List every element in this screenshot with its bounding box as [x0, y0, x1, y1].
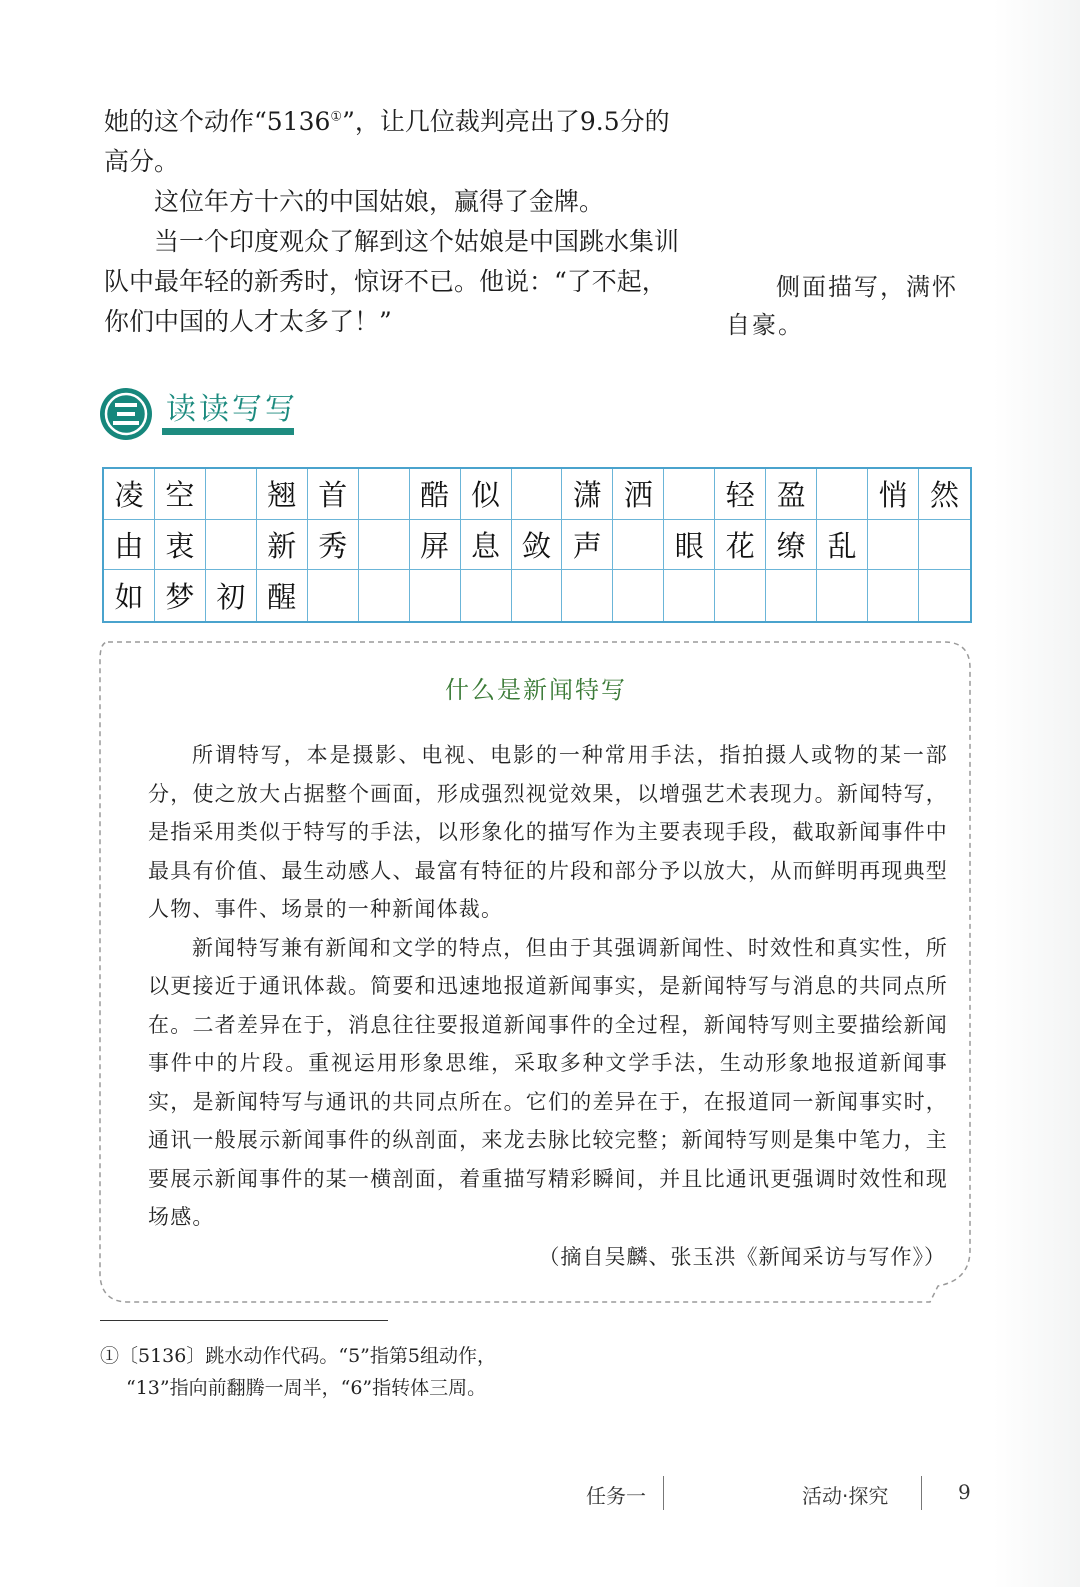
vocab-cell: 潇	[562, 469, 613, 520]
info-paragraph-1: 所谓特写，本是摄影、电视、电影的一种常用手法，指拍摄人或物的某一部分，使之放大占据整个画面，形成强烈视觉效果，以增强艺术表现力。新闻特写，是指采用类似于特写的手法，以形象化的描写作为主要表现手段，截取新闻事件中最具有价值、最生动感人、最富有特征的片段和部分予以放大，从而鲜明再现典型人物、事件、场景的一种新闻体裁。	[148, 743, 948, 921]
vocab-cell: 然	[919, 469, 970, 520]
vocab-cell	[817, 469, 868, 520]
vocab-cell	[715, 570, 766, 621]
info-box	[98, 640, 974, 1304]
footer-task: 任务一	[586, 1484, 646, 1508]
paragraph-1: 她的这个动作“5136①”，让几位裁判亮出了9.5分的高分。	[104, 107, 670, 176]
page-number: 9	[958, 1480, 971, 1504]
vocab-cell	[206, 469, 257, 520]
section-underline	[162, 428, 294, 435]
vocab-cell: 空	[155, 469, 206, 520]
section-number-icon	[100, 388, 152, 440]
vocab-cell: 初	[206, 570, 257, 621]
vocab-cell: 首	[308, 469, 359, 520]
vocab-cell	[664, 469, 715, 520]
vocab-cell: 衷	[155, 520, 206, 571]
paragraph-3: 当一个印度观众了解到这个姑娘是中国跳水集训队中最年轻的新秀时，惊讶不已。他说：“了不起，你们中国的人才太多了！”	[104, 227, 680, 336]
paragraph-2: 这位年方十六的中国姑娘，赢得了金牌。	[154, 187, 605, 216]
vocabulary-grid	[102, 467, 972, 623]
vocab-cell: 酷	[410, 469, 461, 520]
footnote-divider	[100, 1320, 388, 1321]
vocab-cell	[868, 570, 919, 621]
vocab-cell: 凌	[104, 469, 155, 520]
footer-divider	[663, 1476, 664, 1510]
section-title: 读读写写	[166, 392, 298, 427]
vocab-cell: 乱	[817, 520, 868, 571]
footnote: ①〔5136〕跳水动作代码。“5”指第5组动作， “13”指向前翻腾一周半，“6”指转体三周。	[100, 1345, 496, 1399]
page-footer	[0, 1476, 1080, 1516]
vocab-cell: 缭	[766, 520, 817, 571]
vocab-cell	[868, 520, 919, 571]
vocab-cell	[410, 570, 461, 621]
vocab-cell: 眼	[664, 520, 715, 571]
vocab-cell	[766, 570, 817, 621]
vocab-cell: 醒	[257, 570, 308, 621]
vocab-cell	[613, 570, 664, 621]
vocab-cell: 屏	[410, 520, 461, 571]
vocab-cell: 梦	[155, 570, 206, 621]
section-heading	[100, 384, 300, 444]
vocab-cell	[308, 570, 359, 621]
vocab-cell	[206, 520, 257, 571]
vocab-cell: 似	[461, 469, 512, 520]
vocab-cell: 息	[461, 520, 512, 571]
footer-activity: 活动·探究	[802, 1484, 889, 1508]
vocab-cell: 花	[715, 520, 766, 571]
vocab-cell	[613, 520, 664, 571]
vocab-cell	[512, 570, 563, 621]
vocab-cell	[359, 469, 410, 520]
vocab-cell: 翘	[257, 469, 308, 520]
info-paragraph-2: 新闻特写兼有新闻和文学的特点，但由于其强调新闻性、时效性和真实性，所以更接近于通讯体裁。简要和迅速地报道新闻事实，是新闻特写与消息的共同点所在。二者差异在于，消息往往要报道新闻事件的全过程，新闻特写则主要描绘新闻事件中的片段。重视运用形象思维，采取多种文学手法，生动形象地报道新闻事实，是新闻特写与通讯的共同点所在。它们的差异在于，在报道同一新闻事实时，通讯一般展示新闻事件的纵剖面，来龙去脉比较完整；新闻特写则是集中笔力，主要展示新闻事件的某一横剖面，着重描写精彩瞬间，并且比通讯更强调时效性和现场感。	[148, 935, 948, 1229]
info-title: 什么是新闻特写	[445, 676, 627, 704]
margin-annotation: 侧面描写，满怀 自豪。	[726, 273, 958, 339]
vocab-cell: 敛	[512, 520, 563, 571]
vocab-cell: 悄	[868, 469, 919, 520]
vocab-cell	[461, 570, 512, 621]
footnote-ref[interactable]: ①	[330, 109, 343, 125]
vocab-cell: 洒	[613, 469, 664, 520]
vocab-cell	[562, 570, 613, 621]
vocab-cell: 如	[104, 570, 155, 621]
vocab-cell	[664, 570, 715, 621]
vocab-cell	[919, 570, 970, 621]
vocab-cell	[512, 469, 563, 520]
vocab-cell: 轻	[715, 469, 766, 520]
vocab-cell: 声	[562, 520, 613, 571]
body-text	[104, 102, 684, 342]
info-source: （摘自吴麟、张玉洪《新闻采访与写作》）	[538, 1245, 946, 1269]
vocab-cell: 盈	[766, 469, 817, 520]
vocab-cell	[359, 520, 410, 571]
vocab-cell	[919, 520, 970, 571]
vocab-cell: 秀	[308, 520, 359, 571]
vocab-cell: 新	[257, 520, 308, 571]
info-body	[148, 736, 948, 1237]
footer-divider	[921, 1476, 922, 1510]
vocab-cell	[817, 570, 868, 621]
vocab-cell	[359, 570, 410, 621]
vocab-cell: 由	[104, 520, 155, 571]
